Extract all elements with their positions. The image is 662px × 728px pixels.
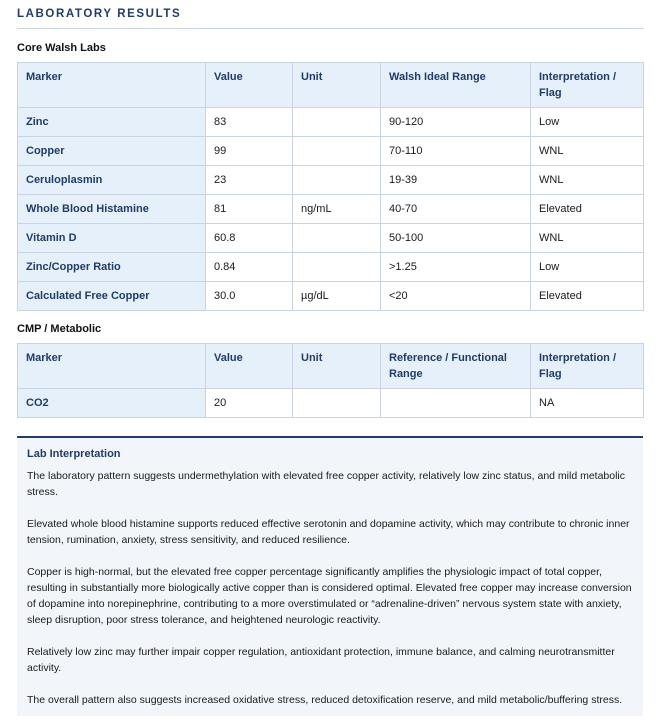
value-cell: 23 bbox=[206, 166, 293, 195]
value-cell: 0.84 bbox=[206, 253, 293, 282]
column-header: Value bbox=[206, 63, 293, 108]
flag-cell: NA bbox=[531, 389, 644, 418]
range-cell: 19-39 bbox=[381, 166, 531, 195]
interpretation-paragraph: The laboratory pattern suggests undermethylation with elevated free copper activity, relatively low zinc status, and mild metabolic stress. bbox=[27, 470, 626, 498]
marker-cell: Whole Blood Histamine bbox=[18, 195, 206, 224]
column-header: Interpretation / Flag bbox=[531, 63, 644, 108]
value-cell: 83 bbox=[206, 108, 293, 137]
table-row bbox=[18, 389, 644, 418]
value-cell: 60.8 bbox=[206, 224, 293, 253]
unit-cell bbox=[293, 137, 381, 166]
marker-cell: Zinc/Copper Ratio bbox=[18, 253, 206, 282]
unit-cell: ng/mL bbox=[293, 195, 381, 224]
flag-cell: WNL bbox=[531, 166, 644, 195]
interpretation-paragraph: Elevated whole blood histamine supports reduced effective serotonin and dopamine activity, which may contribute to chronic inner tension, rumination, anxiety, stress sensitivity, and reduced resilience. bbox=[27, 518, 630, 546]
marker-cell: Calculated Free Copper bbox=[18, 282, 206, 311]
value-cell: 30.0 bbox=[206, 282, 293, 311]
interpretation-paragraph: Copper is high-normal, but the elevated free copper percentage significantly amplifies the physiologic impact of total copper, resulting in substantially more biologically active copper than is considered optimal. Elevated free copper may increase conversion of dopamine into norepinephrine, contributing to a more overstimulated or “adrenaline-driven” nervous system state with anxiety, sleep disruption, poor stress tolerance, and heightened neurologic reactivity. bbox=[27, 566, 632, 626]
value-cell: 81 bbox=[206, 195, 293, 224]
column-header: Unit bbox=[293, 63, 381, 108]
table-row bbox=[18, 166, 644, 195]
interpretation-paragraph: The overall pattern also suggests increased oxidative stress, reduced detoxification reserve, and mild metabolic/buffering stress. bbox=[27, 694, 623, 706]
marker-cell: Vitamin D bbox=[18, 224, 206, 253]
range-cell bbox=[381, 389, 531, 418]
column-header: Marker bbox=[18, 344, 206, 389]
unit-cell bbox=[293, 166, 381, 195]
unit-cell bbox=[293, 253, 381, 282]
page-title: LABORATORY RESULTS bbox=[17, 8, 644, 29]
value-cell: 99 bbox=[206, 137, 293, 166]
range-cell: <20 bbox=[381, 282, 531, 311]
range-cell: 70-110 bbox=[381, 137, 531, 166]
flag-cell: WNL bbox=[531, 137, 644, 166]
unit-cell bbox=[293, 389, 381, 418]
lab-interpretation-panel bbox=[17, 436, 643, 716]
marker-cell: CO2 bbox=[18, 389, 206, 418]
column-header: Marker bbox=[18, 63, 206, 108]
range-cell: 90-120 bbox=[381, 108, 531, 137]
cmp-section-title: CMP / Metabolic bbox=[17, 323, 102, 335]
interpretation-paragraph: Relatively low zinc may further impair copper regulation, antioxidant protection, immune balance, and calming neurotransmitter activity. bbox=[27, 646, 615, 674]
flag-cell: WNL bbox=[531, 224, 644, 253]
cmp-table bbox=[17, 343, 644, 418]
flag-cell: Low bbox=[531, 253, 644, 282]
table-row bbox=[18, 137, 644, 166]
interpretation-title: Lab Interpretation bbox=[27, 448, 121, 460]
marker-cell: Ceruloplasmin bbox=[18, 166, 206, 195]
column-header: Reference / Functional Range bbox=[381, 344, 531, 389]
table-row bbox=[18, 224, 644, 253]
value-cell: 20 bbox=[206, 389, 293, 418]
core-section-title: Core Walsh Labs bbox=[17, 42, 106, 54]
unit-cell bbox=[293, 224, 381, 253]
column-header: Interpretation / Flag bbox=[531, 344, 644, 389]
table-row bbox=[18, 253, 644, 282]
column-header: Value bbox=[206, 344, 293, 389]
unit-cell bbox=[293, 108, 381, 137]
range-cell: 50-100 bbox=[381, 224, 531, 253]
marker-cell: Copper bbox=[18, 137, 206, 166]
column-header: Unit bbox=[293, 344, 381, 389]
table-row bbox=[18, 108, 644, 137]
unit-cell: µg/dL bbox=[293, 282, 381, 311]
table-row bbox=[18, 195, 644, 224]
flag-cell: Low bbox=[531, 108, 644, 137]
flag-cell: Elevated bbox=[531, 282, 644, 311]
column-header: Walsh Ideal Range bbox=[381, 63, 531, 108]
table-header-row bbox=[18, 344, 644, 389]
table-row bbox=[18, 282, 644, 311]
range-cell: >1.25 bbox=[381, 253, 531, 282]
core-labs-table bbox=[17, 62, 644, 311]
flag-cell: Elevated bbox=[531, 195, 644, 224]
range-cell: 40-70 bbox=[381, 195, 531, 224]
marker-cell: Zinc bbox=[18, 108, 206, 137]
table-header-row bbox=[18, 63, 644, 108]
